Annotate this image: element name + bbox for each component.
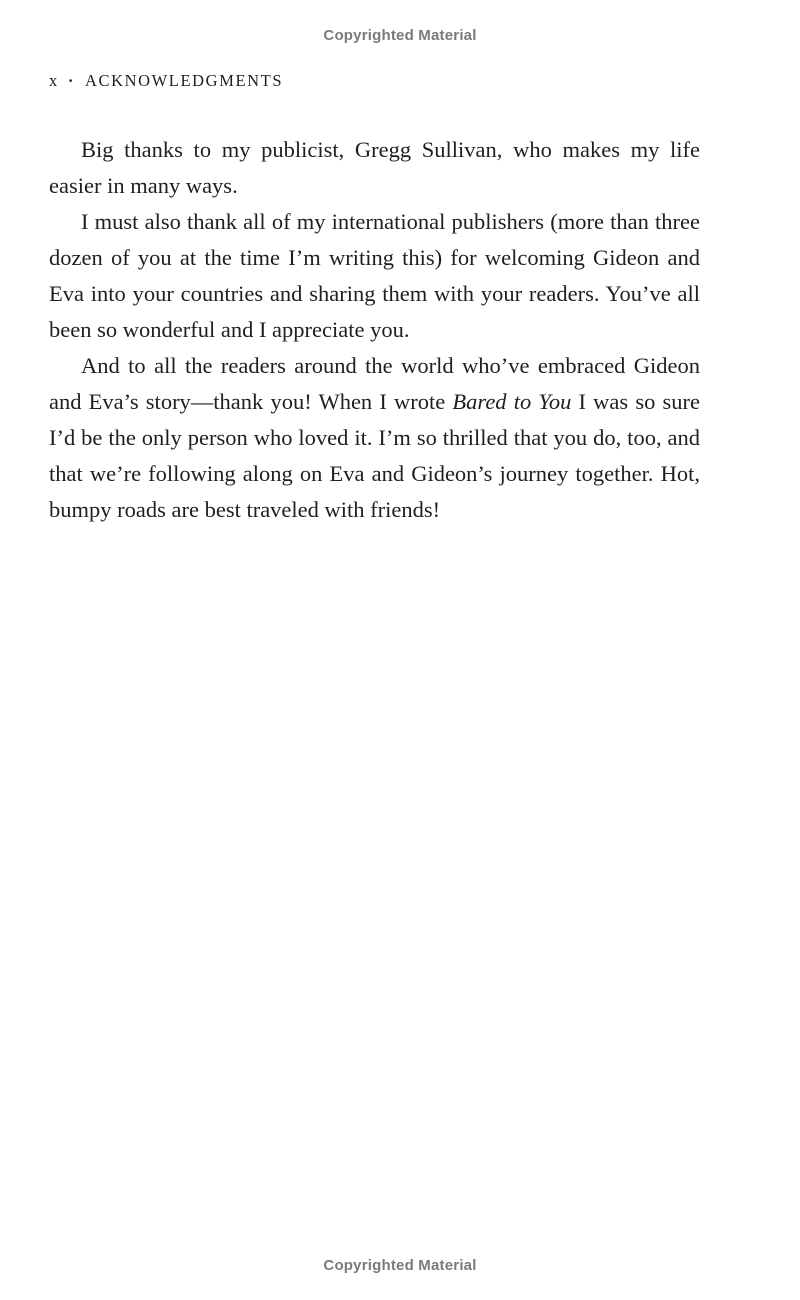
page-number: x bbox=[49, 71, 59, 90]
watermark-bottom: Copyrighted Material bbox=[323, 1257, 477, 1274]
running-head bbox=[49, 71, 283, 91]
paragraph-readers-part1: And to all the readers around the world who’ve embraced Gideon and Eva’s story—thank you! When I wrote bbox=[49, 353, 700, 414]
section-title: ACKNOWLEDGMENTS bbox=[84, 71, 284, 90]
paragraph-readers-part2: I was so sure I’d be the only person who loved it. I’m so thrilled that you do, too, and that we’re following along on Eva and Gideon’s journey together. Hot, bumpy roads are best traveled with friends! bbox=[49, 389, 700, 522]
body-text bbox=[49, 132, 700, 528]
book-title: Bared to You bbox=[452, 389, 572, 414]
paragraph-publicist: Big thanks to my publicist, Gregg Sullivan, who makes my life easier in many ways. bbox=[49, 137, 700, 198]
separator-dot: · bbox=[67, 71, 75, 90]
paragraph-international-publishers: I must also thank all of my international publishers (more than three dozen of you at the time I’m writing this) for welcoming Gideon and Eva into your countries and sharing them with your readers. You’ve all been so wonderful and I appreciate you. bbox=[49, 209, 700, 342]
paragraph-readers bbox=[49, 348, 700, 528]
watermark-top: Copyrighted Material bbox=[323, 27, 477, 44]
